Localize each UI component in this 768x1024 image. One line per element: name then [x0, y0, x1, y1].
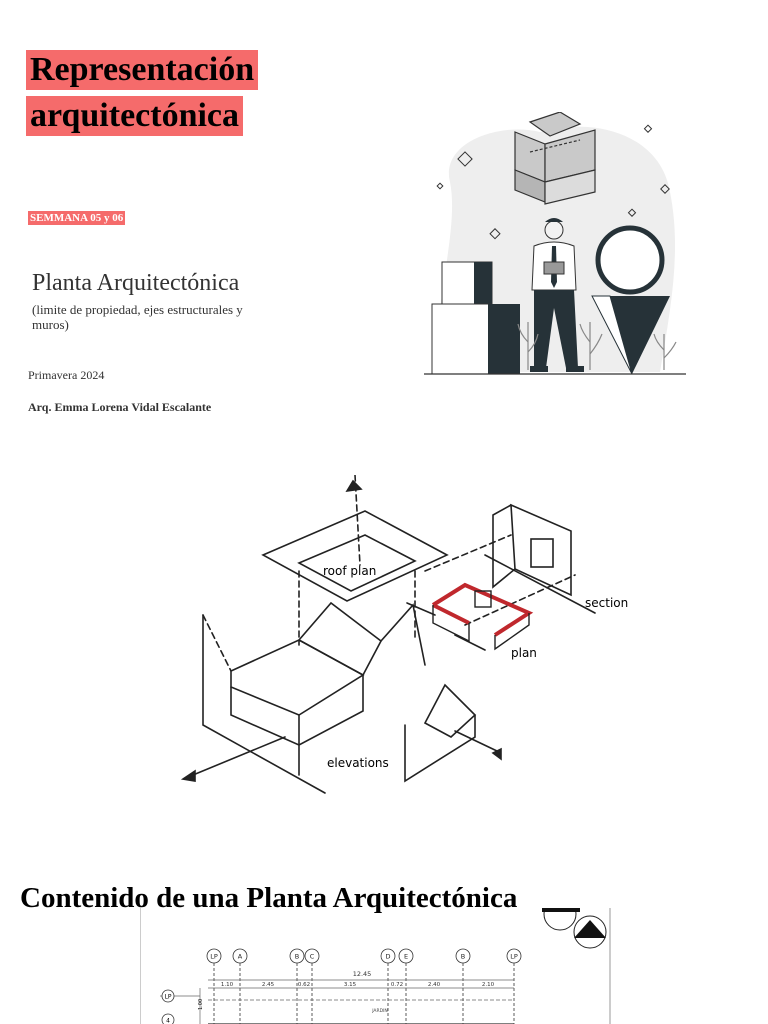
axis-label: LP — [210, 952, 218, 961]
label-section: section — [585, 596, 629, 610]
dimension-label: 2.40 — [427, 982, 441, 988]
dimension-label: 0.72 — [390, 982, 404, 988]
roof-plan-outline — [263, 511, 447, 601]
page-title-line-1: Representación — [26, 50, 258, 90]
dimension-label: 0.62 — [297, 982, 311, 988]
dimension-labels — [221, 982, 495, 988]
season-text: Primavera 2024 — [28, 368, 105, 382]
architect-illustration — [420, 112, 690, 378]
total-dimension: 12.45 — [352, 970, 372, 978]
axis-markers — [207, 949, 521, 1024]
dimension-label: 2.10 — [481, 982, 495, 988]
axis-label: B — [294, 952, 300, 961]
section-title: Contenido de una Planta Arquitectónica — [20, 882, 518, 914]
north-arrow-icon — [542, 908, 606, 948]
author-text: Arq. Emma Lorena Vidal Escalante — [28, 400, 212, 414]
plan-red-walls — [433, 585, 529, 635]
label-plan: plan — [511, 646, 537, 660]
topic-description: (limite de propiedad, ejes estructurales y muros) — [32, 302, 243, 332]
axis-label: B — [460, 952, 466, 961]
axis-label: E — [403, 952, 409, 961]
label-roof-plan: roof plan — [323, 564, 377, 578]
row-markers — [162, 990, 204, 1024]
row-label: LP — [164, 993, 172, 1001]
axis-label: A — [237, 952, 243, 961]
week-badge: SEMMANA 05 y 06 — [30, 212, 124, 224]
architectural-sketch — [175, 475, 645, 805]
topic-title: Planta Arquitectónica — [32, 270, 240, 296]
row-label: 4 — [166, 1017, 170, 1024]
page-title-line-2: arquitectónica — [26, 96, 243, 136]
dimension-label: 3.15 — [343, 982, 357, 988]
row-dimension: 1.00 — [198, 998, 204, 1010]
axis-label: C — [309, 952, 315, 961]
floor-plan-drawing — [140, 908, 612, 1024]
cube-icon — [515, 112, 595, 204]
label-elevations: elevations — [327, 756, 389, 770]
dimension-label: 1.10 — [220, 982, 234, 988]
axis-label: D — [385, 952, 391, 961]
axis-label: LP — [510, 952, 518, 961]
room-label: JARDIN — [372, 1009, 388, 1014]
dimension-label: 2.45 — [261, 982, 275, 988]
